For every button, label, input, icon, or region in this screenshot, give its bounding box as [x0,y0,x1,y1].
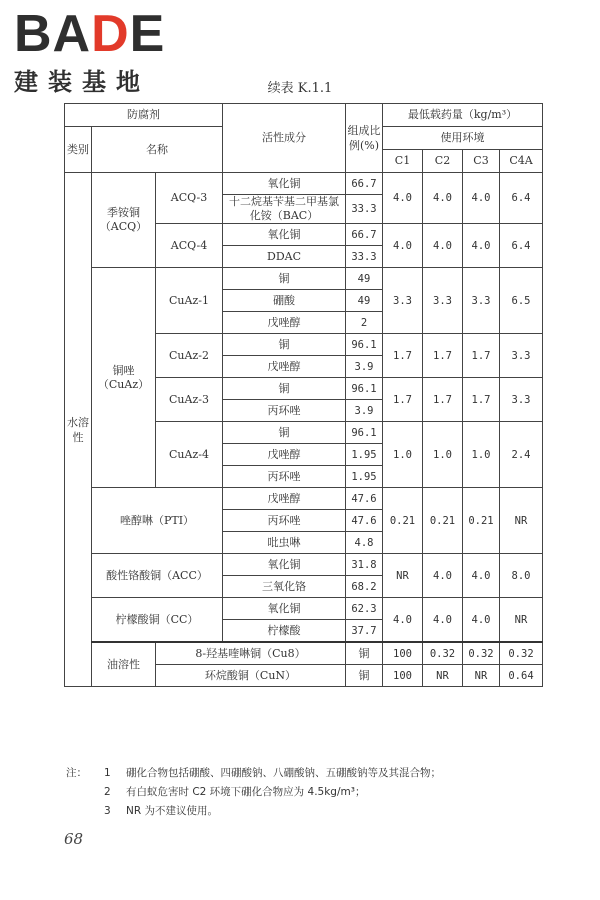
value-c1: 0.32 [423,642,463,665]
value-c2: 1.7 [423,378,463,422]
note-3 [66,802,441,821]
percent: 66.7 [346,224,383,246]
value-c3: 1.0 [463,422,500,488]
note-1 [66,764,441,783]
ingredient: 铜 [346,642,383,665]
value-c2: 0.32 [463,642,500,665]
value-c4a: 8.0 [500,554,543,598]
note-text: 有白蚁危害时 C2 环境下硼化合物应为 4.5kg/m³； [126,786,366,798]
sub-cuaz3: CuAz-3 [156,378,223,422]
ingredient: 吡虫啉 [223,532,346,554]
ingredient: 柠檬酸 [223,620,346,643]
header-category: 类别 [65,127,92,173]
header-name: 名称 [92,127,223,173]
page-number: 68 [64,830,84,848]
group-quat: 季铵铜（ACQ） [92,173,156,268]
logo-wordmark [14,5,166,63]
percent: 96.1 [346,422,383,444]
percent: 100 [383,642,423,665]
percent: 66.7 [346,173,383,195]
header-c3: C3 [463,150,500,173]
preservative-table [64,103,543,687]
value-c3: 0.21 [463,488,500,554]
value-c1: 4.0 [383,598,423,643]
table-notes [66,764,441,821]
logo-text-1: BA [14,5,92,63]
group-acc: 酸性铬酸铜（ACC） [92,554,223,598]
value-c3: 4.0 [463,598,500,643]
value-c3: 0.64 [500,665,543,687]
note-label: 注： [66,767,87,779]
value-c2: 4.0 [423,554,463,598]
value-c4a: 2.4 [500,422,543,488]
value-c3: 1.7 [463,378,500,422]
value-c2: NR [463,665,500,687]
value-c4a: 6.4 [500,173,543,224]
category-water: 水溶性 [65,173,92,687]
percent: 2 [346,312,383,334]
value-c2: 0.21 [423,488,463,554]
value-c1: 4.0 [383,224,423,268]
group-cun: 环烷酸铜（CuN） [156,665,346,687]
value-c4a: NR [500,598,543,643]
ingredient: 十二烷基苄基二甲基氯化铵（BAC） [223,195,346,224]
value-c3: 0.32 [500,642,543,665]
value-c3: 4.0 [463,224,500,268]
group-cu8: 8-羟基喹啉铜（Cu8） [156,642,346,665]
ingredient: 铜 [223,268,346,290]
percent: 96.1 [346,334,383,356]
header-env: 使用环境 [383,127,543,150]
value-c1: 1.7 [383,334,423,378]
group-cuaz: 铜唑（CuAz） [92,268,156,488]
percent: 33.3 [346,246,383,268]
value-c1: 1.0 [383,422,423,488]
ingredient: 铜 [223,422,346,444]
ingredient: 铜 [223,378,346,400]
percent: 100 [383,665,423,687]
percent: 49 [346,290,383,312]
value-c4a: 6.4 [500,224,543,268]
value-c2: 1.7 [423,334,463,378]
header-preservative: 防腐剂 [65,104,223,127]
value-c1: 1.7 [383,378,423,422]
ingredient: 铜 [223,334,346,356]
percent: 96.1 [346,378,383,400]
group-cc: 柠檬酸铜（CC） [92,598,223,643]
value-c2: 1.0 [423,422,463,488]
percent: 31.8 [346,554,383,576]
value-c1: NR [383,554,423,598]
note-text: 硼化合物包括硼酸、四硼酸钠、八硼酸钠、五硼酸钠等及其混合物； [126,767,441,779]
header-c1: C1 [383,150,423,173]
percent: 37.7 [346,620,383,643]
percent: 1.95 [346,444,383,466]
percent: 3.9 [346,400,383,422]
ingredient: 铜 [346,665,383,687]
percent: 4.8 [346,532,383,554]
ingredient: 丙环唑 [223,466,346,488]
ingredient: 丙环唑 [223,510,346,532]
percent: 68.2 [346,576,383,598]
sub-cuaz4: CuAz-4 [156,422,223,488]
ingredient: 戊唑醇 [223,312,346,334]
value-c1: 3.3 [383,268,423,334]
value-c2: 4.0 [423,224,463,268]
value-c2: 4.0 [423,173,463,224]
percent: 3.9 [346,356,383,378]
value-c3: 4.0 [463,554,500,598]
logo-text-accent: D [91,5,130,63]
note-text: NR 为不建议使用。 [126,805,218,817]
ingredient: 戊唑醇 [223,356,346,378]
sub-acq4: ACQ-4 [156,224,223,268]
value-c3: 3.3 [463,268,500,334]
percent: 1.95 [346,466,383,488]
header-min-retention: 最低载药量（kg/m³） [383,104,543,127]
ingredient: 氧化铜 [223,554,346,576]
sub-cuaz1: CuAz-1 [156,268,223,334]
value-c1: NR [423,665,463,687]
ingredient: 硼酸 [223,290,346,312]
value-c3: 1.7 [463,334,500,378]
ingredient: 氧化铜 [223,224,346,246]
value-c4a: 6.5 [500,268,543,334]
ingredient: 丙环唑 [223,400,346,422]
ingredient: 氧化铜 [223,598,346,620]
value-c2: 3.3 [423,268,463,334]
logo-subtitle: 建装基地 [14,68,150,96]
ingredient: 戊唑醇 [223,488,346,510]
group-pti: 唑醇啉（PTI） [92,488,223,554]
sub-acq3: ACQ-3 [156,173,223,224]
ingredient: 氧化铜 [223,173,346,195]
note-2 [66,783,441,802]
percent: 47.6 [346,488,383,510]
percent: 49 [346,268,383,290]
value-c1: 0.21 [383,488,423,554]
header-active: 活性成分 [223,104,346,173]
header-c2: C2 [423,150,463,173]
logo-text-2: E [129,5,166,63]
value-c3: 4.0 [463,173,500,224]
value-c4a: NR [500,488,543,554]
table-caption: 续表 K.1.1 [267,81,333,96]
percent: 33.3 [346,195,383,224]
value-c4a: 3.3 [500,334,543,378]
note-number: 2 [104,786,111,798]
note-number: 1 [104,767,111,779]
ingredient: 戊唑醇 [223,444,346,466]
note-number: 3 [104,805,111,817]
value-c4a: 3.3 [500,378,543,422]
sub-cuaz2: CuAz-2 [156,334,223,378]
value-c1: 4.0 [383,173,423,224]
ingredient: DDAC [223,246,346,268]
header-c4a: C4A [500,150,543,173]
ingredient: 三氧化铬 [223,576,346,598]
value-c2: 4.0 [423,598,463,643]
category-oil: 油溶性 [92,642,156,687]
percent: 47.6 [346,510,383,532]
percent: 62.3 [346,598,383,620]
header-composition: 组成比例(%) [346,104,383,173]
